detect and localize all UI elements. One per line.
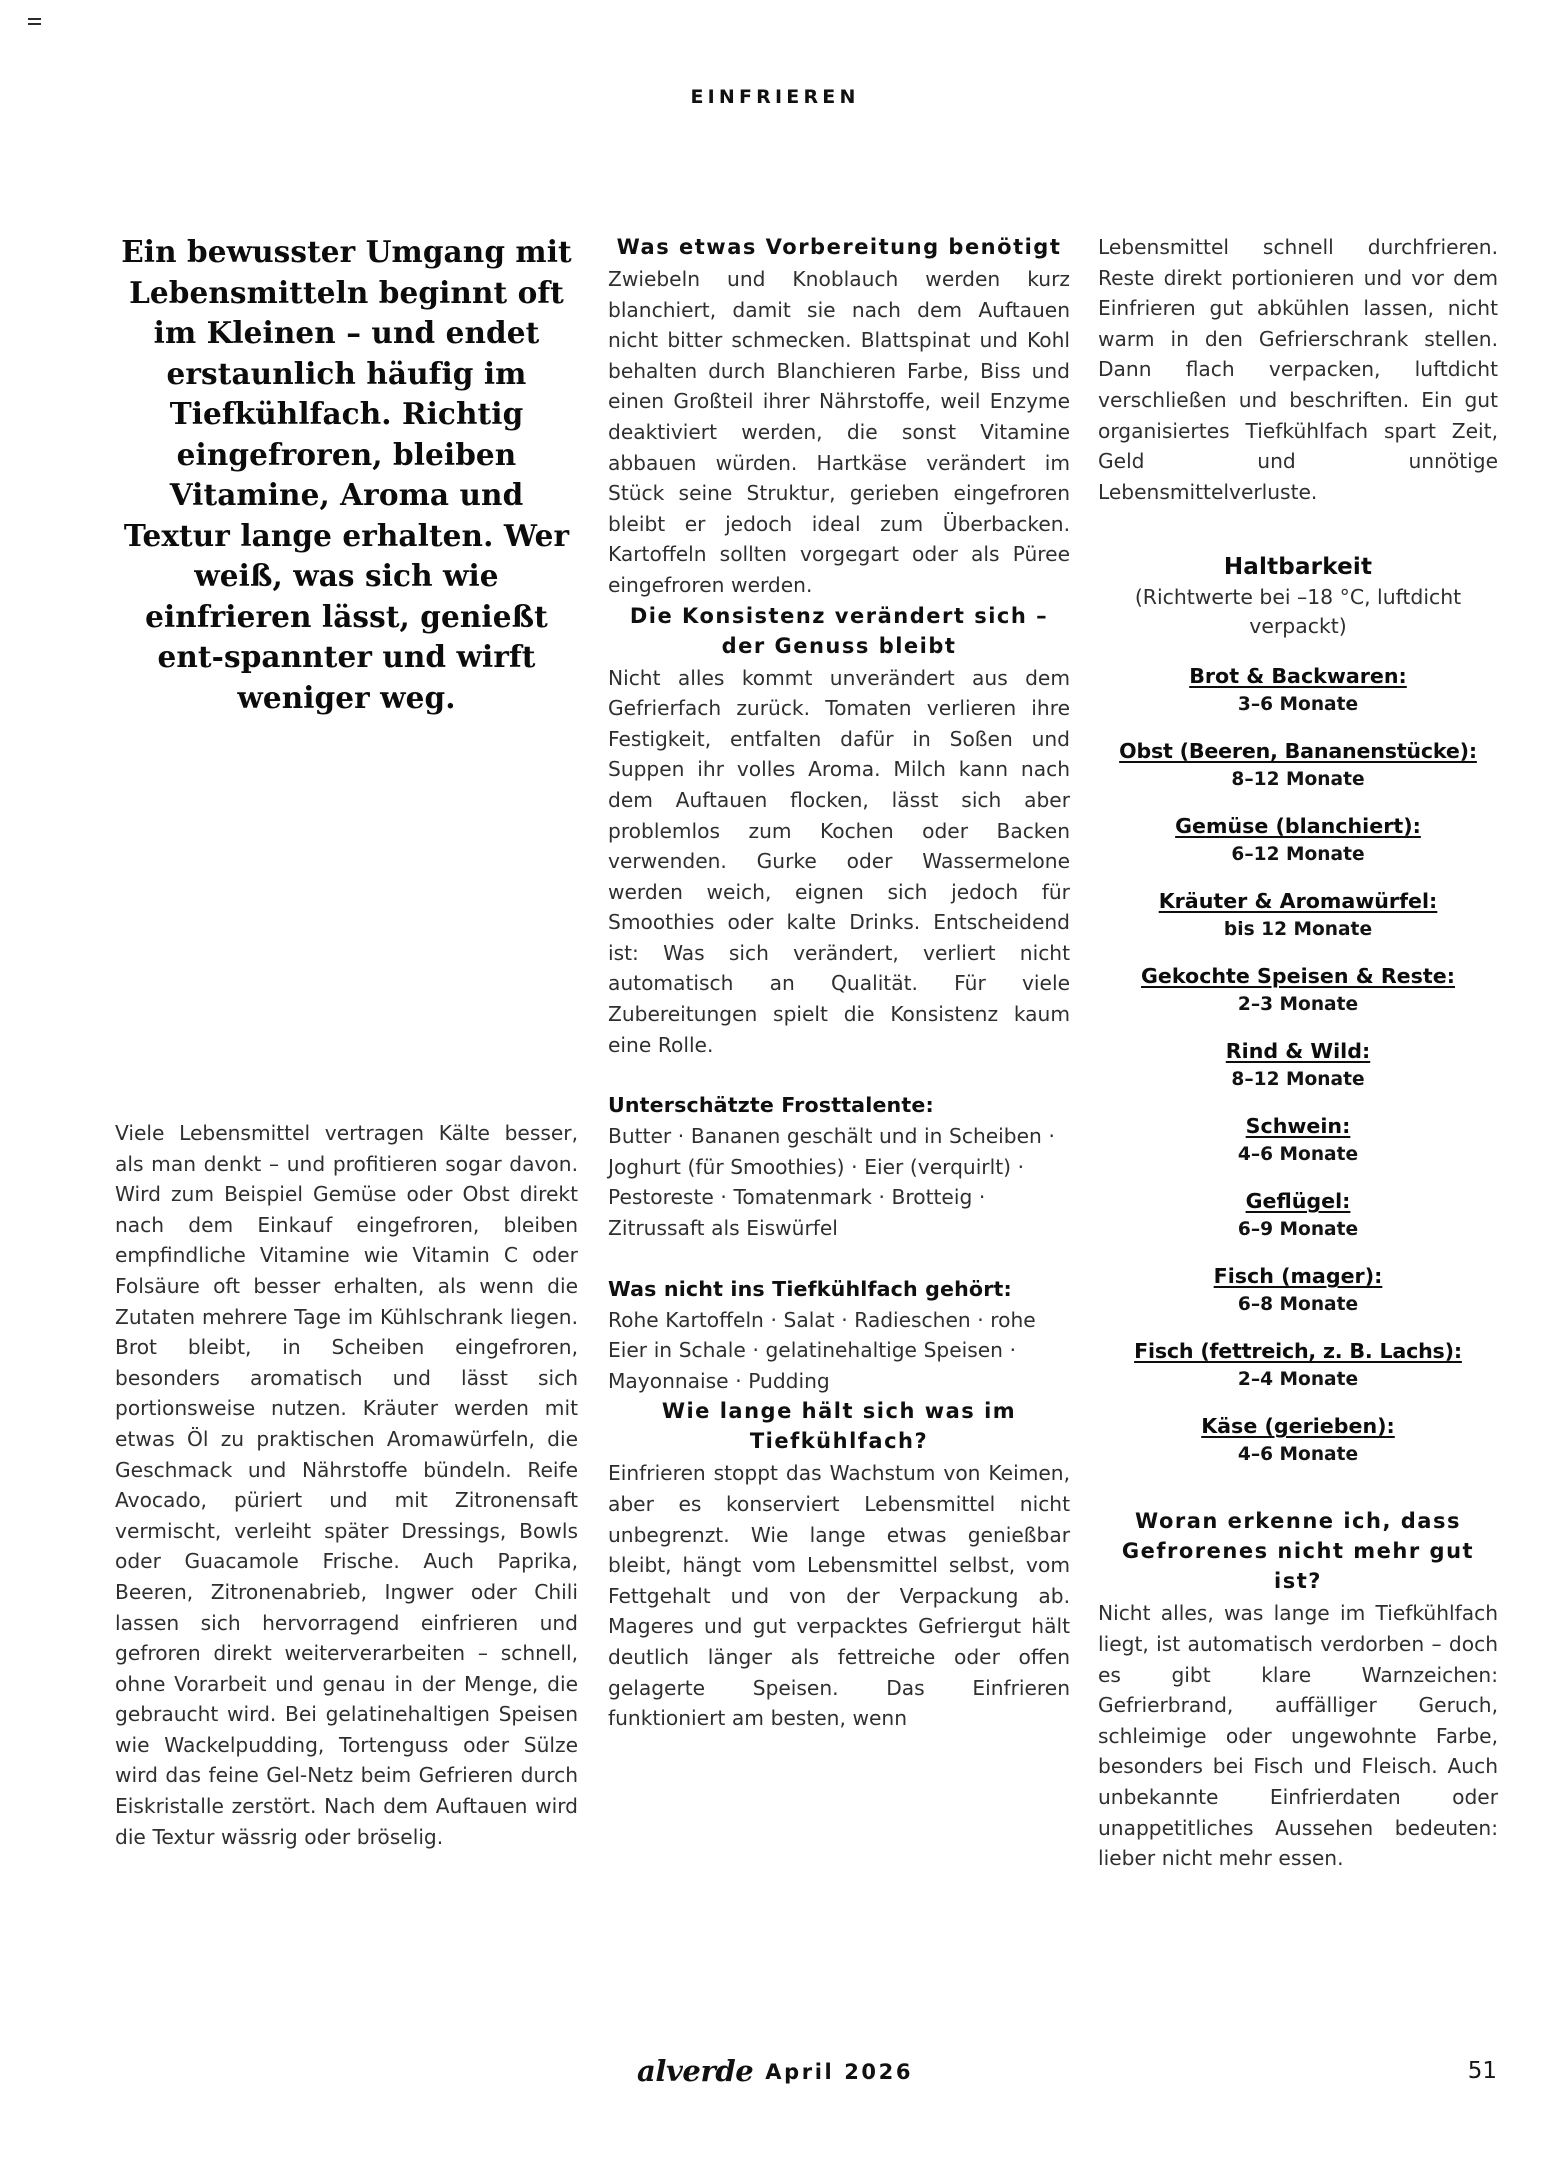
body-nicht-ins-tiefkuehlfach: Rohe Kartoffeln · Salat · Radieschen · rohe Eier in Schale · gelatinehaltige Speisen · Mayonnaise · Pudding: [608, 1307, 1036, 1393]
list-item: [1098, 1412, 1498, 1468]
haltbarkeit-duration: 6–9 Monate: [1237, 1219, 1359, 1241]
haltbarkeit-duration: 4–6 Monate: [1237, 1144, 1359, 1166]
list-item: [1098, 737, 1498, 793]
list-item: [1098, 1112, 1498, 1168]
final-section: [1098, 1506, 1498, 1873]
column-three: [1098, 232, 1498, 1874]
crop-mark-bar-bottom: [28, 23, 41, 25]
haltbarkeit-category: Kräuter & Aromawürfel:: [1158, 889, 1438, 914]
haltbarkeit-category: Fisch (mager):: [1213, 1264, 1383, 1289]
page-footer: [0, 2054, 1550, 2094]
haltbarkeit-panel: [1098, 551, 1498, 1468]
haltbarkeit-category: Gekochte Speisen & Reste:: [1141, 964, 1455, 989]
standfirst: Ein bewusster Umgang mit Lebensmitteln beginnt oft im Kleinen – und endet erstaunlich häufig im Tiefkühlfach. Richtig eingefroren, bleiben Vitamine, Aroma und Textur lange erhalten. Wer weiß, was sich wie einfrieren lässt, genießt ent-spannter und wirft weniger weg.: [121, 234, 572, 715]
haltbarkeit-category: Gemüse (blanchiert):: [1175, 814, 1421, 839]
running-head: EINFRIEREN: [690, 86, 860, 108]
haltbarkeit-duration: 8–12 Monate: [1231, 769, 1365, 791]
list-frosttalente: [608, 1090, 1070, 1243]
haltbarkeit-duration: 3–6 Monate: [1237, 694, 1359, 716]
list-item: [1098, 962, 1498, 1018]
list-item: [1098, 887, 1498, 943]
haltbarkeit-category: Obst (Beeren, Bananenstücke):: [1119, 739, 1477, 764]
haltbarkeit-duration: 6–8 Monate: [1237, 1294, 1359, 1316]
list-item: [1098, 1337, 1498, 1393]
body-continuation: Lebensmittel schnell durchfrieren. Reste direkt portionieren und vor dem Einfrieren gut abkühlen lassen, nicht warm in den Gefrierschrank stellen. Dann flach verpacken, luftdicht verschließen und beschriften. Ein gut organisiertes Tiefkühlfach spart Zeit, Geld und unnötige Lebensmittelverluste.: [1098, 235, 1498, 504]
haltbarkeit-category: Käse (gerieben):: [1201, 1414, 1395, 1439]
haltbarkeit-category: Geflügel:: [1245, 1189, 1351, 1214]
brand-logo: alverde: [636, 2054, 754, 2088]
haltbarkeit-category: Brot & Backwaren:: [1189, 664, 1407, 689]
heading-woran-erkenne-ich: Woran erkenne ich, dass Gefrorenes nicht mehr gut ist?: [1121, 1509, 1475, 1594]
list-item: [1098, 662, 1498, 718]
haltbarkeit-category: Rind & Wild:: [1225, 1039, 1371, 1064]
haltbarkeit-duration: 4–6 Monate: [1237, 1444, 1359, 1466]
body-wie-lange-haelt-sich: Einfrieren stoppt das Wachstum von Keimen, aber es konserviert Lebensmittel nicht unbegrenzt. Wie lange etwas genießbar bleibt, hängt vom Lebensmittel selbst, vom Fettgehalt und von der Verpackung ab. Mageres und gut verpacktes Gefriergut hält deutlich länger als fettreiche oder offen gelagerte Speisen. Das Einfrieren funktioniert am besten, wenn: [608, 1461, 1070, 1731]
haltbarkeit-list: [1098, 662, 1498, 1468]
body-woran-erkenne-ich: Nicht alles, was lange im Tiefkühlfach liegt, ist automatisch verdorben – doch es gibt klare Warnzeichen: Gefrierbrand, auffälliger Geruch, schleimige oder ungewohnte Farbe, besonders bei Fisch und Fleisch. Auch unbekannte Einfrierdaten oder unappetitliches Aussehen bedeuten: lieber nicht mehr essen.: [1098, 1601, 1498, 1871]
haltbarkeit-category: Schwein:: [1245, 1114, 1351, 1139]
haltbarkeit-title: Haltbarkeit: [1223, 554, 1373, 581]
column-one-lower: [115, 1118, 578, 1852]
list-item: [1098, 1037, 1498, 1093]
body-was-etwas-vorbereitung: Zwiebeln und Knoblauch werden kurz blanchiert, damit sie nach dem Auftauen nicht bitter schmecken. Blattspinat und Kohl behalten durch Blanchieren Farbe, Biss und einen Großteil ihrer Nährstoffe, weil Enzyme deaktiviert werden, die sonst Vitamine abbauen würden. Hartkäse verändert im Stück seine Struktur, gerieben eingefroren bleibt er jedoch ideal zum Überbacken. Kartoffeln sollten vorgegart oder als Püree eingefroren werden.: [608, 267, 1070, 597]
list-nicht-ins-tiefkuehlfach: [608, 1274, 1070, 1397]
heading-was-etwas-vorbereitung: Was etwas Vorbereitung benötigt: [616, 235, 1062, 259]
column-one: [115, 232, 578, 1849]
footer-imprint: [0, 2054, 1550, 2088]
haltbarkeit-category: Fisch (fettreich, z. B. Lachs):: [1134, 1339, 1462, 1364]
haltbarkeit-duration: 6–12 Monate: [1231, 844, 1365, 866]
list-item: [1098, 1262, 1498, 1318]
heading-die-konsistenz: Die Konsistenz verändert sich – der Genuss bleibt: [629, 603, 1049, 658]
body-frosttalente: Butter · Bananen geschält und in Scheiben · Joghurt (für Smoothies) · Eier (verquirlt) · Pestoreste · Tomatenmark · Brotteig · Zitrussaft als Eiswürfel: [608, 1124, 1055, 1241]
haltbarkeit-duration: 2–4 Monate: [1237, 1369, 1359, 1391]
haltbarkeit-subtitle: (Richtwerte bei –18 °C, luftdicht verpackt): [1134, 585, 1462, 639]
haltbarkeit-duration: bis 12 Monate: [1223, 919, 1373, 941]
crop-mark: [28, 18, 42, 28]
list-item: [1098, 1187, 1498, 1243]
heading-frosttalente: Unterschätzte Frosttalente:: [608, 1093, 934, 1118]
body-die-konsistenz: Nicht alles kommt unverändert aus dem Gefrierfach zurück. Tomaten verlieren ihre Festigkeit, entfalten dafür in Soßen und Suppen ihr volles Aroma. Milch kann nach dem Auftauen flocken, lässt sich aber problemlos zum Kochen oder Backen verwenden. Gurke oder Wassermelone werden weich, eignen sich jedoch für Smoothies oder kalte Drinks. Entscheidend ist: Was sich verändert, verliert nicht automatisch an Qualität. Für viele Zubereitungen spielt die Konsistenz kaum eine Rolle.: [608, 665, 1070, 1057]
heading-nicht-ins-tiefkuehlfach: Was nicht ins Tiefkühlfach gehört:: [608, 1276, 1012, 1301]
heading-wie-lange-haelt-sich: Wie lange hält sich was im Tiefkühlfach?: [661, 1399, 1017, 1454]
crop-mark-bar-top: [28, 18, 41, 20]
issue-date: April 2026: [765, 2060, 914, 2084]
page-number: 51: [1467, 2058, 1497, 2084]
haltbarkeit-duration: 2–3 Monate: [1237, 994, 1359, 1016]
column-one-body: Viele Lebensmittel vertragen Kälte besser, als man denkt – und profitieren sogar davon. Wird zum Beispiel Gemüse oder Obst direkt nach dem Einkauf eingefroren, bleiben empfindliche Vitamine wie Vitamin C oder Folsäure oft besser erhalten, als wenn die Zutaten mehrere Tage im Kühlschrank liegen. Brot bleibt, in Scheiben eingefroren, besonders aromatisch und lässt sich portionsweise nutzen. Kräuter werden mit etwas Öl zu praktischen Aromawürfeln, die Geschmack und Nährstoffe bündeln. Reife Avocado, püriert und mit Zitronensaft vermischt, verleiht später Dressings, Bowls oder Guacamole Frische. Auch Paprika, Beeren, Zitronenabrieb, Ingwer oder Chili lassen sich hervorragend einfrieren und gefroren direkt weiterverarbeiten – schnell, ohne Vorarbeit und genau in der Menge, die gebraucht wird. Bei gelatinehaltigen Speisen wie Wackelpudding, Tortenguss oder Sülze wird das feine Gel-Netz beim Gefrieren durch Eiskristalle zerstört. Nach dem Auftauen wird die Textur wässrig oder bröselig.: [115, 1121, 578, 1849]
haltbarkeit-duration: 8–12 Monate: [1231, 1069, 1365, 1091]
column-two: [608, 232, 1070, 1734]
list-item: [1098, 812, 1498, 868]
